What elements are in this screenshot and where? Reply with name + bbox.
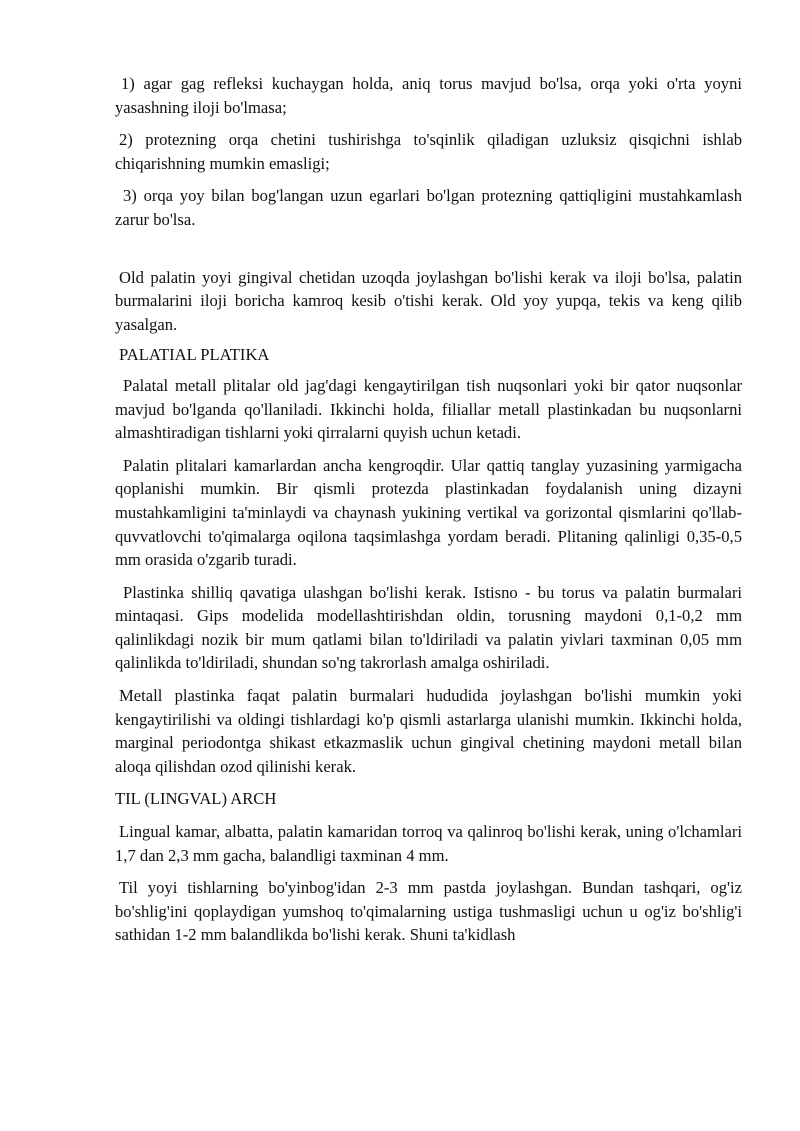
section-heading-palatal-plate: PALATIAL PLATIKA [119,345,270,365]
paragraph-lingual-arch-position: Til yoyi tishlarning bo'yinbog'idan 2-3 mm pastda joylashgan. Bundan tashqari, og'iz bo'shlig'ini qoplaydigan yumshoq to'qimalarning ustiga tushmasligi uchun u og'iz bo'shlig'i sathidan 1-2 mm balandlikda bo'lishi kerak. Shuni ta'kidlash [115,878,742,945]
paragraph-front-palatal-arch: Old palatin yoyi gingival chetidan uzoqda joylashgan bo'lishi kerak va iloji bo'lsa, palatin burmalarini iloji boricha kamroq kesib o'tishi kerak. Old yoy yupqa, tekis va keng qilib yasalgan. [115,267,742,334]
list-item-3: 3) orqa yoy bilan bog'langan uzun egarlari bo'lgan protezning qattiqligini mustahkamlash zarur bo'lsa. [115,186,742,229]
paragraph-lingual-arch-size: Lingual kamar, albatta, palatin kamaridan torroq va qalinroq bo'lishi kerak, uning o'lchamlari 1,7 dan 2,3 mm gacha, balandligi taxminan 4 mm. [115,822,742,865]
paragraph-metal-plate-location: Metall plastinka faqat palatin burmalari hududida joylashgan bo'lishi mumkin yoki kengaytirilishi va oldingi tishlardagi ko'p qismli astarlarga ulanishi mumkin. Ikkinchi holda, marginal periodontga shikast etkazmaslik uchun gingival chetining maydoni metall bilan aloqa qilishdan ozod qilinishi kerak. [115,686,742,776]
section-heading-lingual-arch: TIL (LINGVAL) ARCH [115,789,277,809]
paragraph-plate-mucosa: Plastinka shilliq qavatiga ulashgan bo'lishi kerak. Istisno - bu torus va palatin burmalari mintaqasi. Gips modelida modellashtirishdan oldin, torusning maydoni 0,1-0,2 mm qalinlikdagi nozik bir mum qatlami bilan to'ldiriladi va palatin yivlari taxminan 0,05 mm qalinlikda to'ldiriladi, shundan so'ng takrorlash amalga oshiriladi. [115,582,742,673]
list-item-1: 1) agar gag refleksi kuchaygan holda, aniq torus mavjud bo'lsa, orqa yoki o'rta yoyni yasashning iloji bo'lmasa; [115,74,742,117]
paragraph-palatal-plates-width: Palatin plitalari kamarlardan ancha kengroqdir. Ular qattiq tanglay yuzasining yarmigacha qoplanishi mumkin. Bir qismli protezda plastinkadan foydalanish uning dizayni mustahkamligini ta'minlaydi va chaynash yukining vertikal va gorizontal qismlarini qo'llab-quvvatlovchi to'qimalarga oqilona taqsimlashga yordam beradi. Plitaning qalinligi 0,35-0,5 mm orasida o'zgarib turadi. [115,455,742,570]
document-body [115,72,742,947]
list-item-2: 2) protezning orqa chetini tushirishga to'sqinlik qiladigan uzluksiz qisqichni ishlab chiqarishning mumkin emasligi; [115,130,742,173]
paragraph-palatal-plates-usage: Palatal metall plitalar old jag'dagi kengaytirilgan tish nuqsonlari yoki bir qator nuqsonlar mavjud bo'lganda qo'llaniladi. Ikkinchi holda, filiallar metall plastinkadan bu nuqsonlarni almashtiradigan tishlarni yoki qirralarni quyish uchun ketadi. [115,375,742,443]
